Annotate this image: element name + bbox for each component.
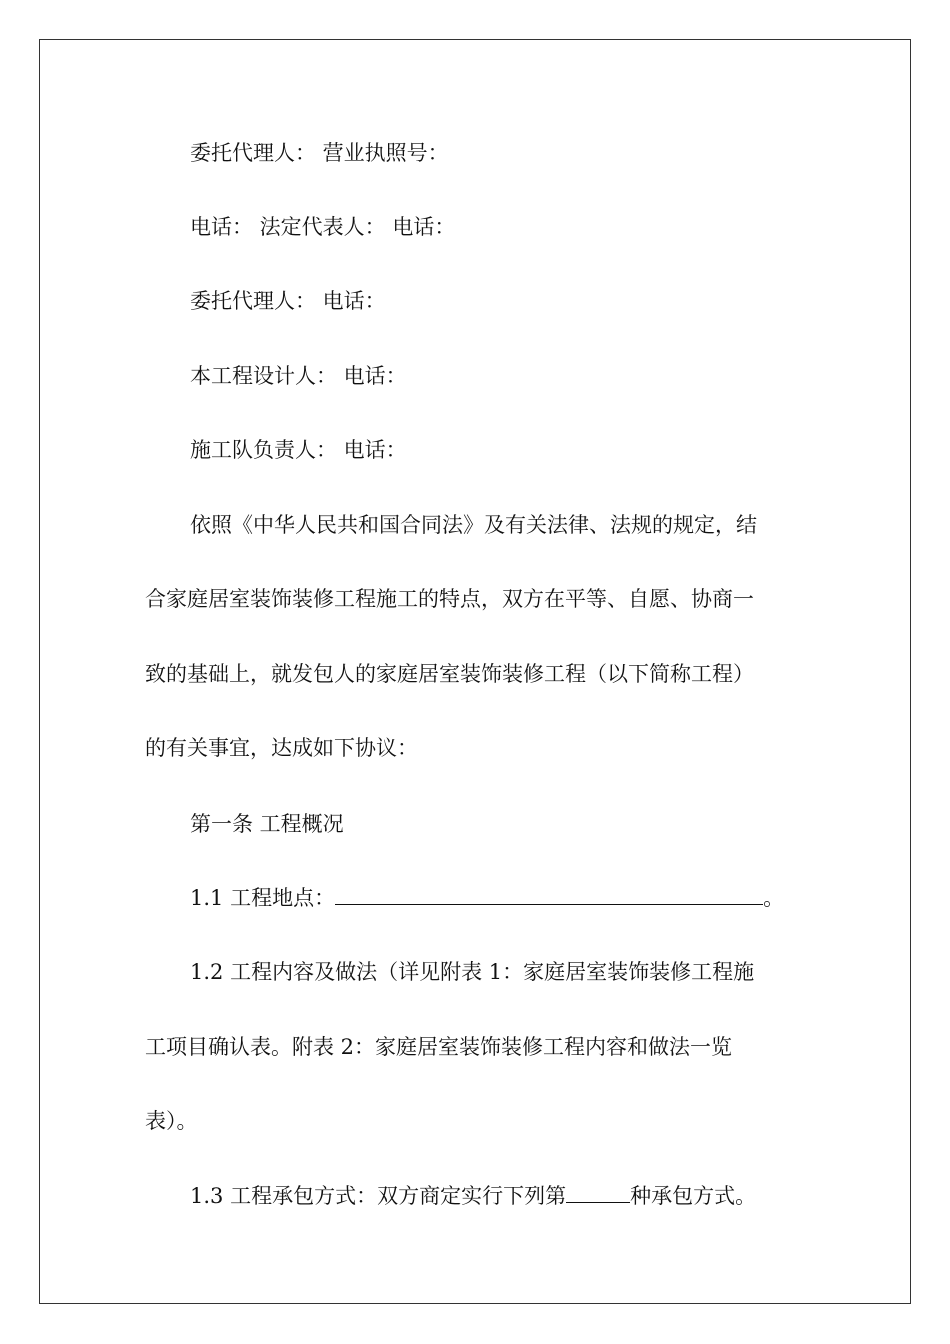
section-1-3-line [190,1184,840,1208]
paragraph-1-line-2 [145,587,795,611]
team-leader-phone-text: 施工队负责人： 电话： [190,438,407,462]
article-1-title: 第一条 工程概况 [190,812,344,836]
agent-phone-line [190,289,840,313]
paragraph-1-text-2: 合家庭居室装饰装修工程施工的特点，双方在平等、自愿、协商一 [145,587,754,611]
team-leader-phone-line [190,438,840,462]
agent-phone-text: 委托代理人： 电话： [190,289,386,313]
section-1-3-text-a: 1.3 工程承包方式：双方商定实行下列第 [190,1184,567,1208]
paragraph-1-text-1: 依照《中华人民共和国合同法》及有关法律、法规的规定，结 [190,513,757,537]
section-1-1-line [190,886,840,910]
paragraph-1-text-3: 致的基础上，就发包人的家庭居室装饰装修工程（以下简称工程） [145,662,754,686]
article-1-heading [190,812,840,836]
site-location-blank[interactable] [335,886,763,905]
paragraph-1-text-4: 的有关事宜，达成如下协议： [145,736,418,760]
phone-legal-rep-text: 电话： 法定代表人： 电话： [190,215,456,239]
agent-license-text: 委托代理人： 营业执照号： [190,141,449,165]
paragraph-1-line-4 [145,736,795,760]
paragraph-1-line-1 [190,513,840,537]
section-1-1-end: 。 [763,886,785,910]
designer-phone-text: 本工程设计人： 电话： [190,364,407,388]
section-1-2-line-1 [190,960,840,984]
section-1-2-text-1: 1.2 工程内容及做法（详见附表 1：家庭居室装饰装修工程施 [190,960,755,984]
paragraph-1-line-3 [145,662,795,686]
section-1-2-line-2 [145,1035,795,1059]
section-1-1-label: 1.1 工程地点： [190,886,336,910]
section-1-2-line-3 [145,1109,795,1133]
section-1-2-text-2: 工项目确认表。附表 2：家庭居室装饰装修工程内容和做法一览 [145,1035,733,1059]
contract-method-blank[interactable] [566,1184,630,1203]
designer-phone-line [190,364,840,388]
section-1-2-text-3: 表）。 [145,1109,198,1133]
section-1-3-text-b: 种承包方式。 [630,1184,757,1208]
agent-license-line [190,141,840,165]
